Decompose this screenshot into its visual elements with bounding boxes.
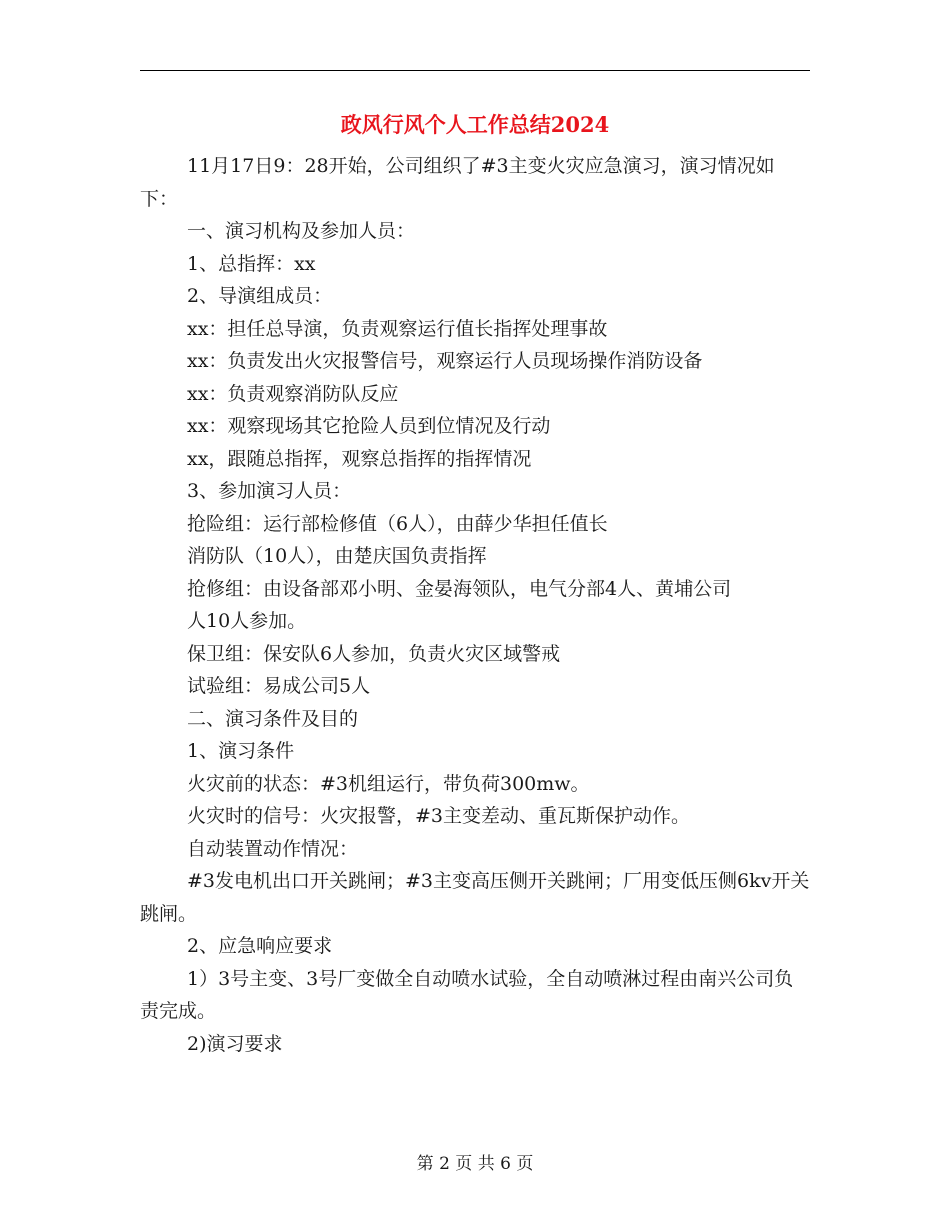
- paragraph: 2)演习要求: [187, 1032, 283, 1055]
- paragraph: 1、演习条件: [187, 740, 295, 762]
- paragraph: 2、导演组成员：: [187, 285, 333, 307]
- paragraph: 11月17日9：28开始，公司组织了#3主变火灾应急演习，演习情况如下：: [140, 155, 775, 210]
- paragraph: 试验组：易成公司5人: [187, 675, 371, 697]
- paragraph: #3发电机出口开关跳闸；#3主变高压侧开关跳闸；厂用变低压侧6kv开关跳闸。: [140, 870, 810, 925]
- paragraph: xx，跟随总指挥，观察总指挥的指挥情况: [187, 447, 532, 470]
- paragraph: 保卫组：保安队6人参加，负责火灾区域警戒: [187, 642, 561, 665]
- paragraph: 一、演习机构及参加人员：: [187, 220, 416, 242]
- paragraph: 1）3号主变、3号厂变做全自动喷水试验，全自动喷淋过程由南兴公司负责完成。: [140, 967, 794, 1022]
- paragraph: xx：负责观察消防队反应: [187, 382, 399, 405]
- paragraph: 自动装置动作情况：: [187, 837, 359, 860]
- paragraph: 3、参加演习人员：: [187, 480, 352, 502]
- paragraph: 抢险组：运行部检修值（6人），由薛少华担任值长: [187, 512, 608, 535]
- paragraph: xx：担任总导演，负责观察运行值长指挥处理事故: [187, 317, 608, 340]
- paragraph: 1、总指挥：xx: [187, 252, 316, 275]
- paragraph: 抢修组：由设备部邓小明、金晏海领队，电气分部4人、黄埔公司: [187, 577, 732, 600]
- paragraph: 人10人参加。: [187, 610, 307, 632]
- paragraph: 火灾前的状态：#3机组运行，带负荷300mw。: [187, 772, 590, 795]
- page-number-footer: 第 2 页 共 6 页: [416, 1154, 534, 1174]
- document-body: [140, 150, 810, 1060]
- paragraph: 消防队（10人），由楚庆国负责指挥: [187, 545, 487, 567]
- header-rule: [140, 70, 810, 71]
- document-title: 政风行风个人工作总结2024: [340, 112, 610, 137]
- paragraph: 二、演习条件及目的: [187, 707, 359, 730]
- paragraph: 火灾时的信号：火灾报警，#3主变差动、重瓦斯保护动作。: [187, 805, 691, 827]
- paragraph: 2、应急响应要求: [187, 935, 333, 957]
- paragraph: xx：观察现场其它抢险人员到位情况及行动: [187, 415, 551, 437]
- paragraph: xx：负责发出火灾报警信号，观察运行人员现场操作消防设备: [187, 350, 703, 372]
